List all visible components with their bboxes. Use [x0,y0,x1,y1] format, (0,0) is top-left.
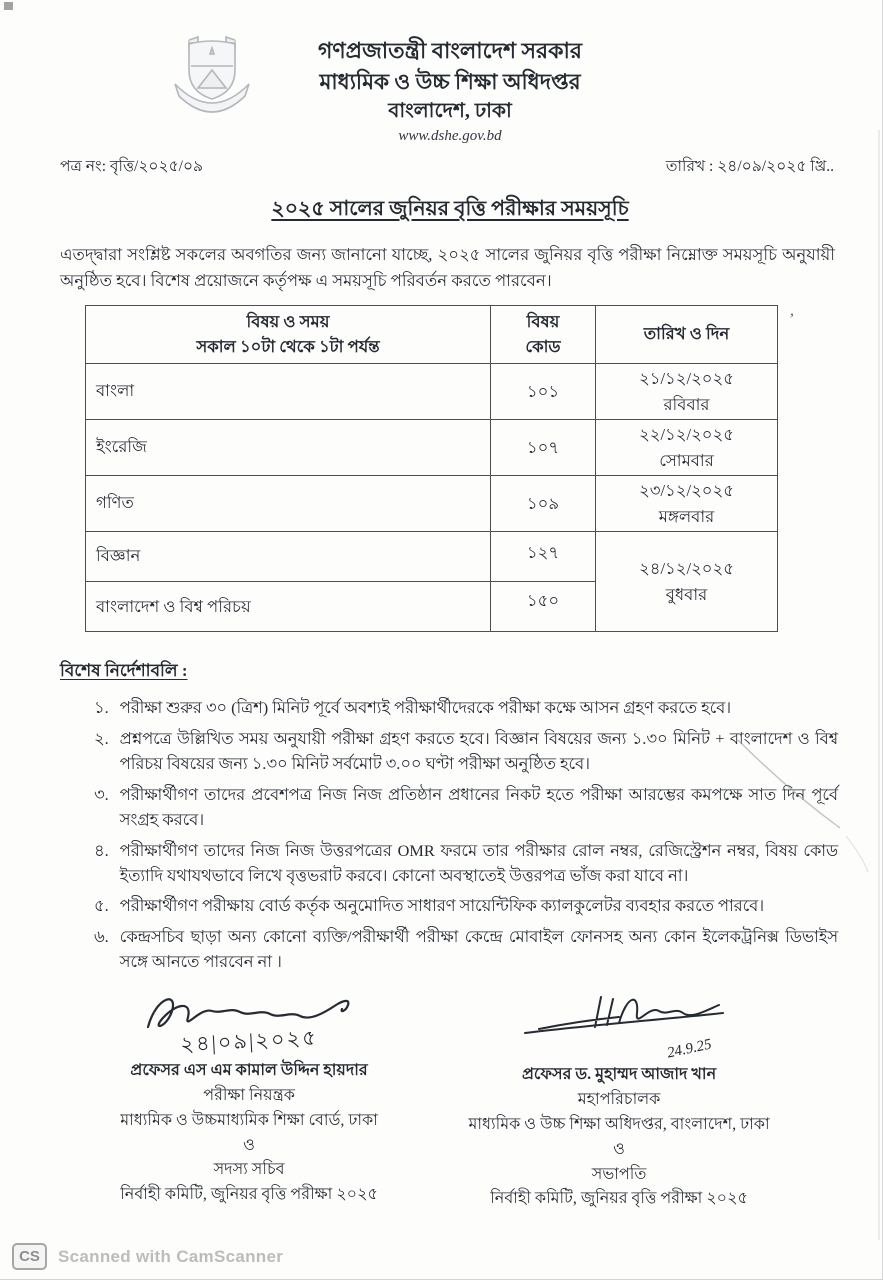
website-url: www.dshe.gov.bd [398,127,502,144]
document-title: ২০২৫ সালের জুনিয়র বৃত্তি পরীক্ষার সময়সূচি [271,197,629,220]
code-cell: ১০৭ [491,420,596,476]
handwritten-date-left: ২৪|০৯|২০২৫ [179,1025,319,1057]
govt-emblem-logo [158,34,266,124]
code-cell: ১২৭ [491,532,596,582]
signatory-organization: মাধ্যমিক ও উচ্চ শিক্ষা অধিদপ্তর, বাংলাদেশ, ঢাকা [468,1116,770,1133]
subject-cell: গণিত [86,476,491,532]
instruction-item: ৬. কেন্দ্রসচিব ছাড়া অন্য কোনো ব্যক্তি/পরীক্ষার্থী পরীক্ষা কেন্দ্রে মোবাইল ফোনসহ অন্য কোন ইলেকট্রনিক্স ডিভাইস সঙ্গে আনতে পারবেন না । [94,926,838,972]
date-cell: ২১/১২/২০২৫ রবিবার [596,364,778,420]
signatory-designation: পরীক্ষা নিয়ন্ত্রক [203,1086,295,1104]
table-row [86,476,778,532]
directorate-name: মাধ্যমিক ও উচ্চ শিক্ষা অধিদপ্তর [319,69,581,94]
instruction-item: ৫. পরীক্ষার্থীগণ পরীক্ষায় বোর্ড কর্তৃক অনুমোদিত সাধারণ সায়েন্টিফিক ক্যালকুলেটর ব্যবহার করতে পারবে। [94,896,765,916]
memo-number: পত্র নং: বৃত্তি/২০২৫/০৯ [60,157,204,175]
header-date-day: তারিখ ও দিন [596,306,778,364]
signature-block-left [74,987,424,1213]
signature-right-scribble [509,987,729,1037]
subject-cell: বিজ্ঞান [86,532,491,582]
location-line: বাংলাদেশ, ঢাকা [388,99,512,122]
document-header [60,36,840,145]
subject-cell: বাংলা [86,364,491,420]
table-row [86,532,778,582]
instruction-item: ১. পরীক্ষা শুরুর ৩০ (ত্রিশ) মিনিট পূর্বে অবশ্যই পরীক্ষার্থীদেরকে পরীক্ষা কক্ষে আসন গ্রহণ করতে হবে। [94,698,732,718]
signature-section [60,987,840,1213]
code-cell: ১০৯ [491,476,596,532]
signatory-organization: মাধ্যমিক ও উচ্চমাধ্যমিক শিক্ষা বোর্ড, ঢাকা [120,1111,378,1129]
date-cell: ২২/১২/২০২৫ সোমবার [596,420,778,476]
header-subject-code: বিষয় কোড [491,306,596,364]
conjunction: ও [243,1136,255,1154]
signatory-committee: নির্বাহী কমিটি, জুনিয়র বৃত্তি পরীক্ষা ২০২৫ [490,1190,748,1208]
signature-block-right [424,987,814,1213]
svg-text:,: , [790,302,794,319]
reference-row [60,154,840,180]
signatory-designation: মহাপরিচালক [577,1091,661,1109]
instruction-item: ২. প্রশ্নপত্রে উল্লিখিত সময় অনুযায়ী পরীক্ষা গ্রহণ করতে হবে। বিজ্ঞান বিষয়ের জন্য ১.৩০ মিনিট + বাংলাদেশ ও বিশ্ব পরিচয় বিষয়ের জন্য ১.৩০ মিনিট সর্বমোট ৩.০০ ঘণ্টা পরীক্ষা অনুষ্ঠিত হবে। [94,728,838,774]
issue-date: তারিখ : ২৪/০৯/২০২৫ খ্রি.. [665,157,834,175]
subject-cell: বাংলাদেশ ও বিশ্ব পরিচয় [86,582,491,632]
camscanner-logo-icon: CS [12,1243,47,1270]
camscanner-watermark-text: Scanned with CamScanner [58,1246,284,1266]
header-subject-time: বিষয় ও সময় সকাল ১০টা থেকে ১টা পর্যন্ত [86,306,491,364]
signatory-committee: নির্বাহী কমিটি, জুনিয়র বৃত্তি পরীক্ষা ২০২৫ [120,1186,378,1204]
instruction-item: ৪. পরীক্ষার্থীগণ তাদের নিজ নিজ উত্তরপত্রের OMR ফরমে তার পরীক্ষার রোল নম্বর, রেজিস্ট্রেশন নম্বর, বিষয় কোড ইত্যাদি যথাযথভাবে লিখে বৃত্তভরাট করবে। কোনো অবস্থাতেই উত্তরপত্র ভাঁজ করা যাবে না। [94,840,838,885]
instructions-list [60,695,840,974]
code-cell: ১৫০ [491,582,596,632]
code-cell: ১০১ [491,364,596,420]
table-row [86,364,778,420]
table-header-row [86,306,778,364]
subject-cell: ইংরেজি [86,420,491,476]
intro-paragraph: এতদ্দ্বারা সংশ্লিষ্ট সকলের অবগতির জন্য জানানো যাচ্ছে, ২০২৫ সালের জুনিয়র বৃত্তি পরীক্ষা নিম্নোক্ত সময়সূচি অনুযায়ী অনুষ্ঠিত হবে। বিশেষ প্রয়োজনে কর্তৃপক্ষ এ সময়সূচি পরিবর্তন করতে পারবেন। [60,244,835,290]
merged-date-cell: ২৪/১২/২০২৫ বুধবার [596,532,778,632]
signatory-role2: সদস্য সচিব [213,1161,285,1179]
date-cell: ২৩/১২/২০২৫ মঙ্গলবার [596,476,778,532]
government-name: গণপ্রজাতন্ত্রী বাংলাদেশ সরকার [317,38,583,63]
instructions-heading: বিশেষ নির্দেশাবলি : [60,661,188,681]
exam-schedule-table [85,305,778,632]
signatory-name: প্রফেসর ড. মুহাম্মদ আজাদ খান [521,1066,717,1084]
camscanner-footer [12,1243,283,1270]
signatory-role2: সভাপতি [591,1165,647,1183]
handwritten-date-right: 24.9.25 [665,1036,713,1062]
signatory-name: প্রফেসর এস এম কামাল উদ্দিন হায়দার [130,1062,368,1080]
instruction-item: ৩. পরীক্ষার্থীগণ তাদের প্রবেশপত্র নিজ নিজ প্রতিষ্ঠান প্রধানের নিকট হতে পরীক্ষা আরম্ভের কমপক্ষে সাত দিন পূর্বে সংগ্রহ করবে। [94,784,838,830]
conjunction: ও [613,1140,625,1158]
table-row [86,420,778,476]
